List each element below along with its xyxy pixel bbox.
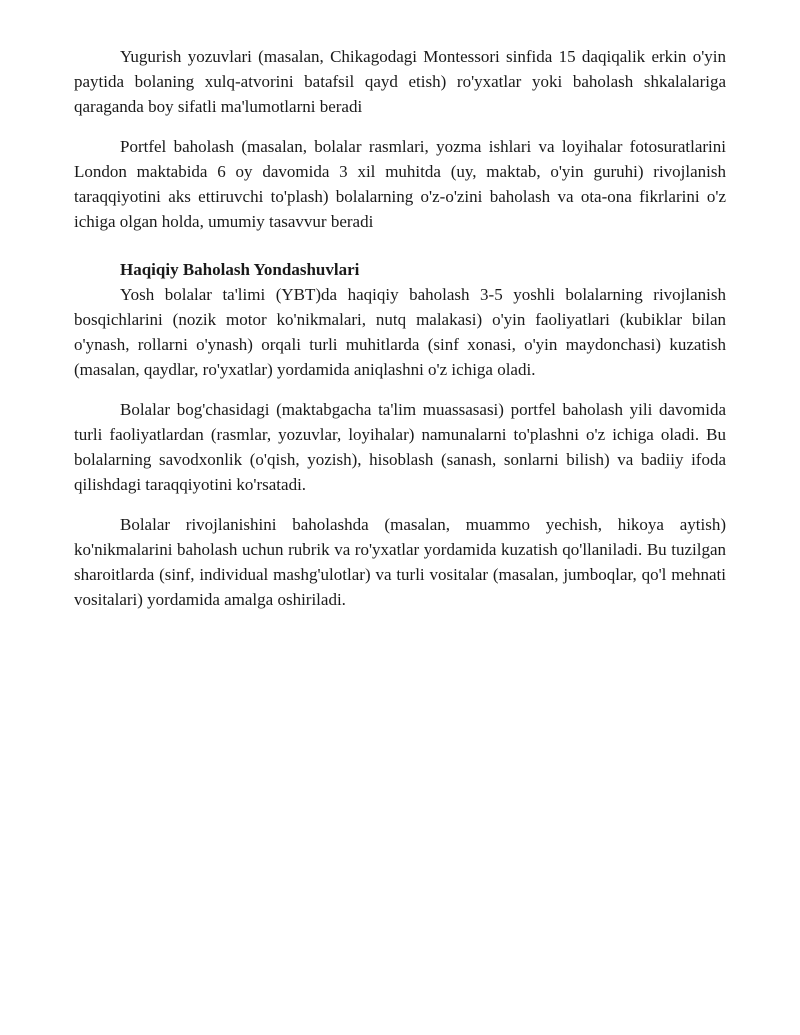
paragraph-kindergarten-portfolio: Bolalar bog'chasidagi (maktabgacha ta'lim muassasasi) portfel baholash yili davomida turli faoliyatlardan (rasmlar, yozuvlar, loyihalar) namunalarni to'plashni o'z ichiga oladi. Bu bolalarning savodxonlik (o'qish, yozish), hisoblash (sanash, sonlarni bilish) va badiiy ifoda qilishdagi taraqqiyotini ko'rsatadi. <box>74 400 726 494</box>
section-heading: Haqiqiy Baholash Yondashuvlari <box>120 260 360 279</box>
document-page <box>74 44 726 627</box>
paragraph-rubric-observation: Bolalar rivojlanishini baholashda (masalan, muammo yechish, hikoya aytish) ko'nikmalarini baholash uchun rubrik va ro'yxatlar yordamida kuzatish qo'llaniladi. Bu tuzilgan sharoitlarda (sinf, individual mashg'ulotlar) va turli vositalar (masalan, jumboqlar, qo'l mehnati vositalari) yordamida amalga oshiriladi. <box>74 515 726 609</box>
paragraph-running-records: Yugurish yozuvlari (masalan, Chikagodagi Montessori sinfida 15 daqiqalik erkin o'yin paytida bolaning xulq-atvorini batafsil qayd etish) ro'yxatlar yoki baholash shkalalariga qaraganda boy sifatli ma'lumotlarni beradi <box>74 47 726 116</box>
paragraph-portfolio-assessment: Portfel baholash (masalan, bolalar rasmlari, yozma ishlari va loyihalar fotosuratlarini London maktabida 6 oy davomida 3 xil muhitda (uy, maktab, o'yin guruhi) rivojlanish taraqqiyotini aks ettiruvchi to'plash) bolalarning o'z-o'zini baholash va ota-ona fikrlarini o'z ichiga olgan holda, umumiy tasavvur beradi <box>74 137 726 231</box>
paragraph-authentic-assessment: Yosh bolalar ta'limi (YBT)da haqiqiy baholash 3-5 yoshli bolalarning rivojlanish bosqichlarini (nozik motor ko'nikmalari, nutq malakasi) o'yin faoliyatlari (kubiklar bilan o'ynash, rollarni o'ynash) orqali turli muhitlarda (sinf xonasi, o'yin maydonchasi) kuzatish (masalan, qaydlar, ro'yxatlar) yordamida aniqlashni o'z ichiga oladi. <box>74 285 726 379</box>
